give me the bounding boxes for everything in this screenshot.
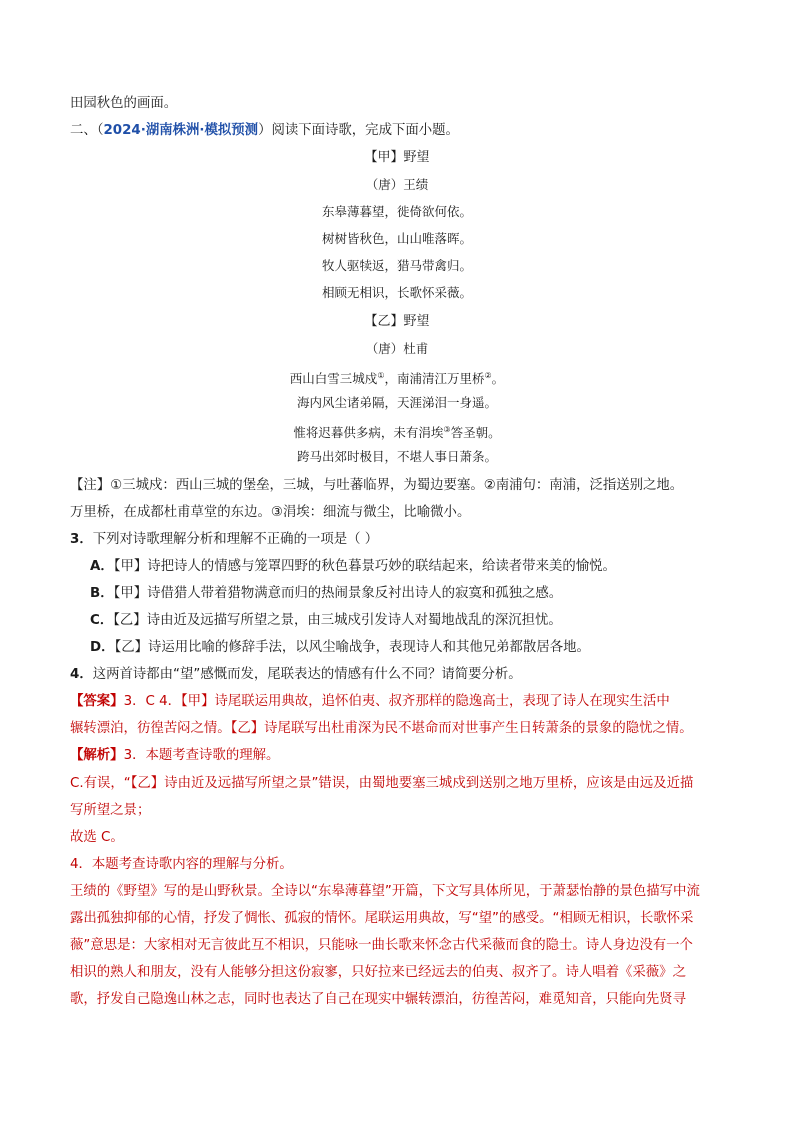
question-source: 2024·湖南株洲·模拟预测 (103, 123, 259, 138)
question-4-stem (70, 665, 724, 685)
poem-b-line-1 (0, 367, 794, 388)
poem-b-line-3-b: 答圣朝。 (450, 425, 501, 441)
poem-b-title: 【乙】野望 (364, 314, 430, 329)
analysis-paragraph-line: 露出孤独抑郁的心情，抒发了惆怅、孤寂的情怀。尾联运用典故，写“望”的感受。“相顾无相识，长歌怀采 (70, 911, 694, 926)
option-text: 【乙】诗由近及远描写所望之景，由三城戍引发诗人对蜀地战乱的深沉担忧。 (113, 613, 562, 628)
answer-line-2: 辗转漂泊，彷徨苦闷之情。【乙】诗尾联写出杜甫深为民不堪命而对世事产生日转萧条的景象的隐忧之情。 (70, 721, 693, 736)
analysis-head: 3．本题考查诗歌的理解。 (123, 748, 280, 763)
analysis-c-line-2: 写所望之景； (70, 803, 151, 818)
option-c (90, 611, 724, 631)
analysis-q4-head: 4．本题考查诗歌内容的理解与分析。 (70, 857, 293, 872)
poem-b-line-3-a: 惟将迟暮供多病，未有涓埃 (293, 425, 444, 441)
answer-text: 3．C 4．【甲】诗尾联运用典故，追怀伯夷、叔齐那样的隐逸高士，表现了诗人在现实生活中 (123, 694, 670, 709)
poem-a-line: 牧人驱犊返，猎马带禽归。 (321, 258, 472, 273)
poem-a-author: （唐）王绩 (365, 177, 429, 192)
option-d (90, 638, 724, 658)
question-header-prefix: 二、（ (70, 123, 104, 138)
option-text: 【甲】诗借猎人带着猎物满意而归的热闹景象反衬出诗人的寂寞和孤独之感。 (113, 586, 563, 601)
poem-a-line: 东皋薄暮望，徙倚欲何依。 (321, 204, 472, 219)
question-3-number: 3． (70, 532, 93, 547)
question-3-text: 下列对诗歌理解分析和理解不正确的一项是（ ） (92, 532, 379, 547)
question-header (70, 121, 724, 141)
option-a (90, 557, 724, 577)
analysis-c-line-1: C.有误，“【乙】诗由近及远描写所望之景”错误，由蜀地要塞三城戍到送别之地万里桥，应该是由远及近描 (70, 776, 694, 791)
option-key: C． (90, 613, 114, 628)
poem-a-line: 树树皆秋色，山山唯落晖。 (321, 231, 472, 246)
analysis-conclusion: 故选 C。 (70, 830, 124, 845)
option-b (90, 584, 724, 604)
question-header-suffix: ）阅读下面诗歌，完成下面小题。 (258, 123, 459, 138)
note-marker: ① (377, 371, 385, 380)
option-key: A． (90, 559, 114, 574)
intro-line: 田园秋色的画面。 (70, 96, 178, 111)
analysis-paragraph-line: 歌，抒发自己隐逸山林之志，同时也表达了自己在现实中辗转漂泊，彷徨苦闷，难觅知音，只能向先贤寻 (70, 992, 686, 1007)
answer-label: 【答案】 (70, 694, 124, 709)
poem-b-line-4: 跨马出郊时极目，不堪人事日萧条。 (296, 449, 497, 464)
question-4-number: 4． (70, 667, 93, 682)
poem-a-line: 相顾无相识，长歌怀采薇。 (321, 285, 472, 300)
note-marker: ③ (443, 425, 451, 434)
option-text: 【乙】诗运用比喻的修辞手法，以风尘喻战争，表现诗人和其他兄弟都散居各地。 (114, 640, 590, 655)
answer-line-1 (70, 692, 724, 712)
question-4-text: 这两首诗都由“望”感慨而发，尾联表达的情感有什么不同？请简要分析。 (92, 667, 522, 682)
analysis-line-1 (70, 746, 724, 766)
poem-b-line-1-a: 西山白雪三城戍 (289, 371, 378, 387)
option-text: 【甲】诗把诗人的情感与笼罩四野的秋色暮景巧妙的联结起来，给读者带来美的愉悦。 (113, 559, 616, 574)
notes-line-2: 万里桥，在成都杜甫草堂的东边。③涓埃：细流与微尘，比喻微小。 (70, 505, 471, 520)
poem-b-line-1-b: ，南浦清江万里桥 (384, 371, 485, 387)
poem-b-line-1-c: 。 (491, 371, 505, 387)
option-key: D． (90, 640, 115, 655)
poem-a-title: 【甲】野望 (364, 150, 430, 165)
poem-b-line-3 (0, 421, 794, 442)
question-3-stem (70, 530, 724, 550)
analysis-paragraph-line: 王绩的《野望》写的是山野秋景。全诗以“东皋薄暮望”开篇，下文写具体所见，于萧瑟怡静的景色描写中流 (70, 884, 700, 899)
notes-line-1: 【注】①三城戍：西山三城的堡垒，三城，与吐蕃临界，为蜀边要塞。②南浦句：南浦，泛指送别之地。 (70, 478, 684, 493)
note-marker: ② (484, 371, 492, 380)
analysis-label: 【解析】 (70, 748, 124, 763)
poem-b-line-2: 海内风尘诸弟隔，天涯涕泪一身遥。 (296, 395, 497, 410)
poem-b-author: （唐）杜甫 (365, 341, 429, 356)
analysis-paragraph-line: 相识的熟人和朋友，没有人能够分担这份寂寥，只好拉来已经远去的伯夷、叔齐了。诗人唱着《采薇》之 (70, 965, 686, 980)
analysis-paragraph-line: 薇”意思是：大家相对无言彼此互不相识，只能咏一曲长歌来怀念古代采薇而食的隐士。诗人身边没有一个 (70, 938, 693, 953)
option-key: B． (90, 586, 114, 601)
